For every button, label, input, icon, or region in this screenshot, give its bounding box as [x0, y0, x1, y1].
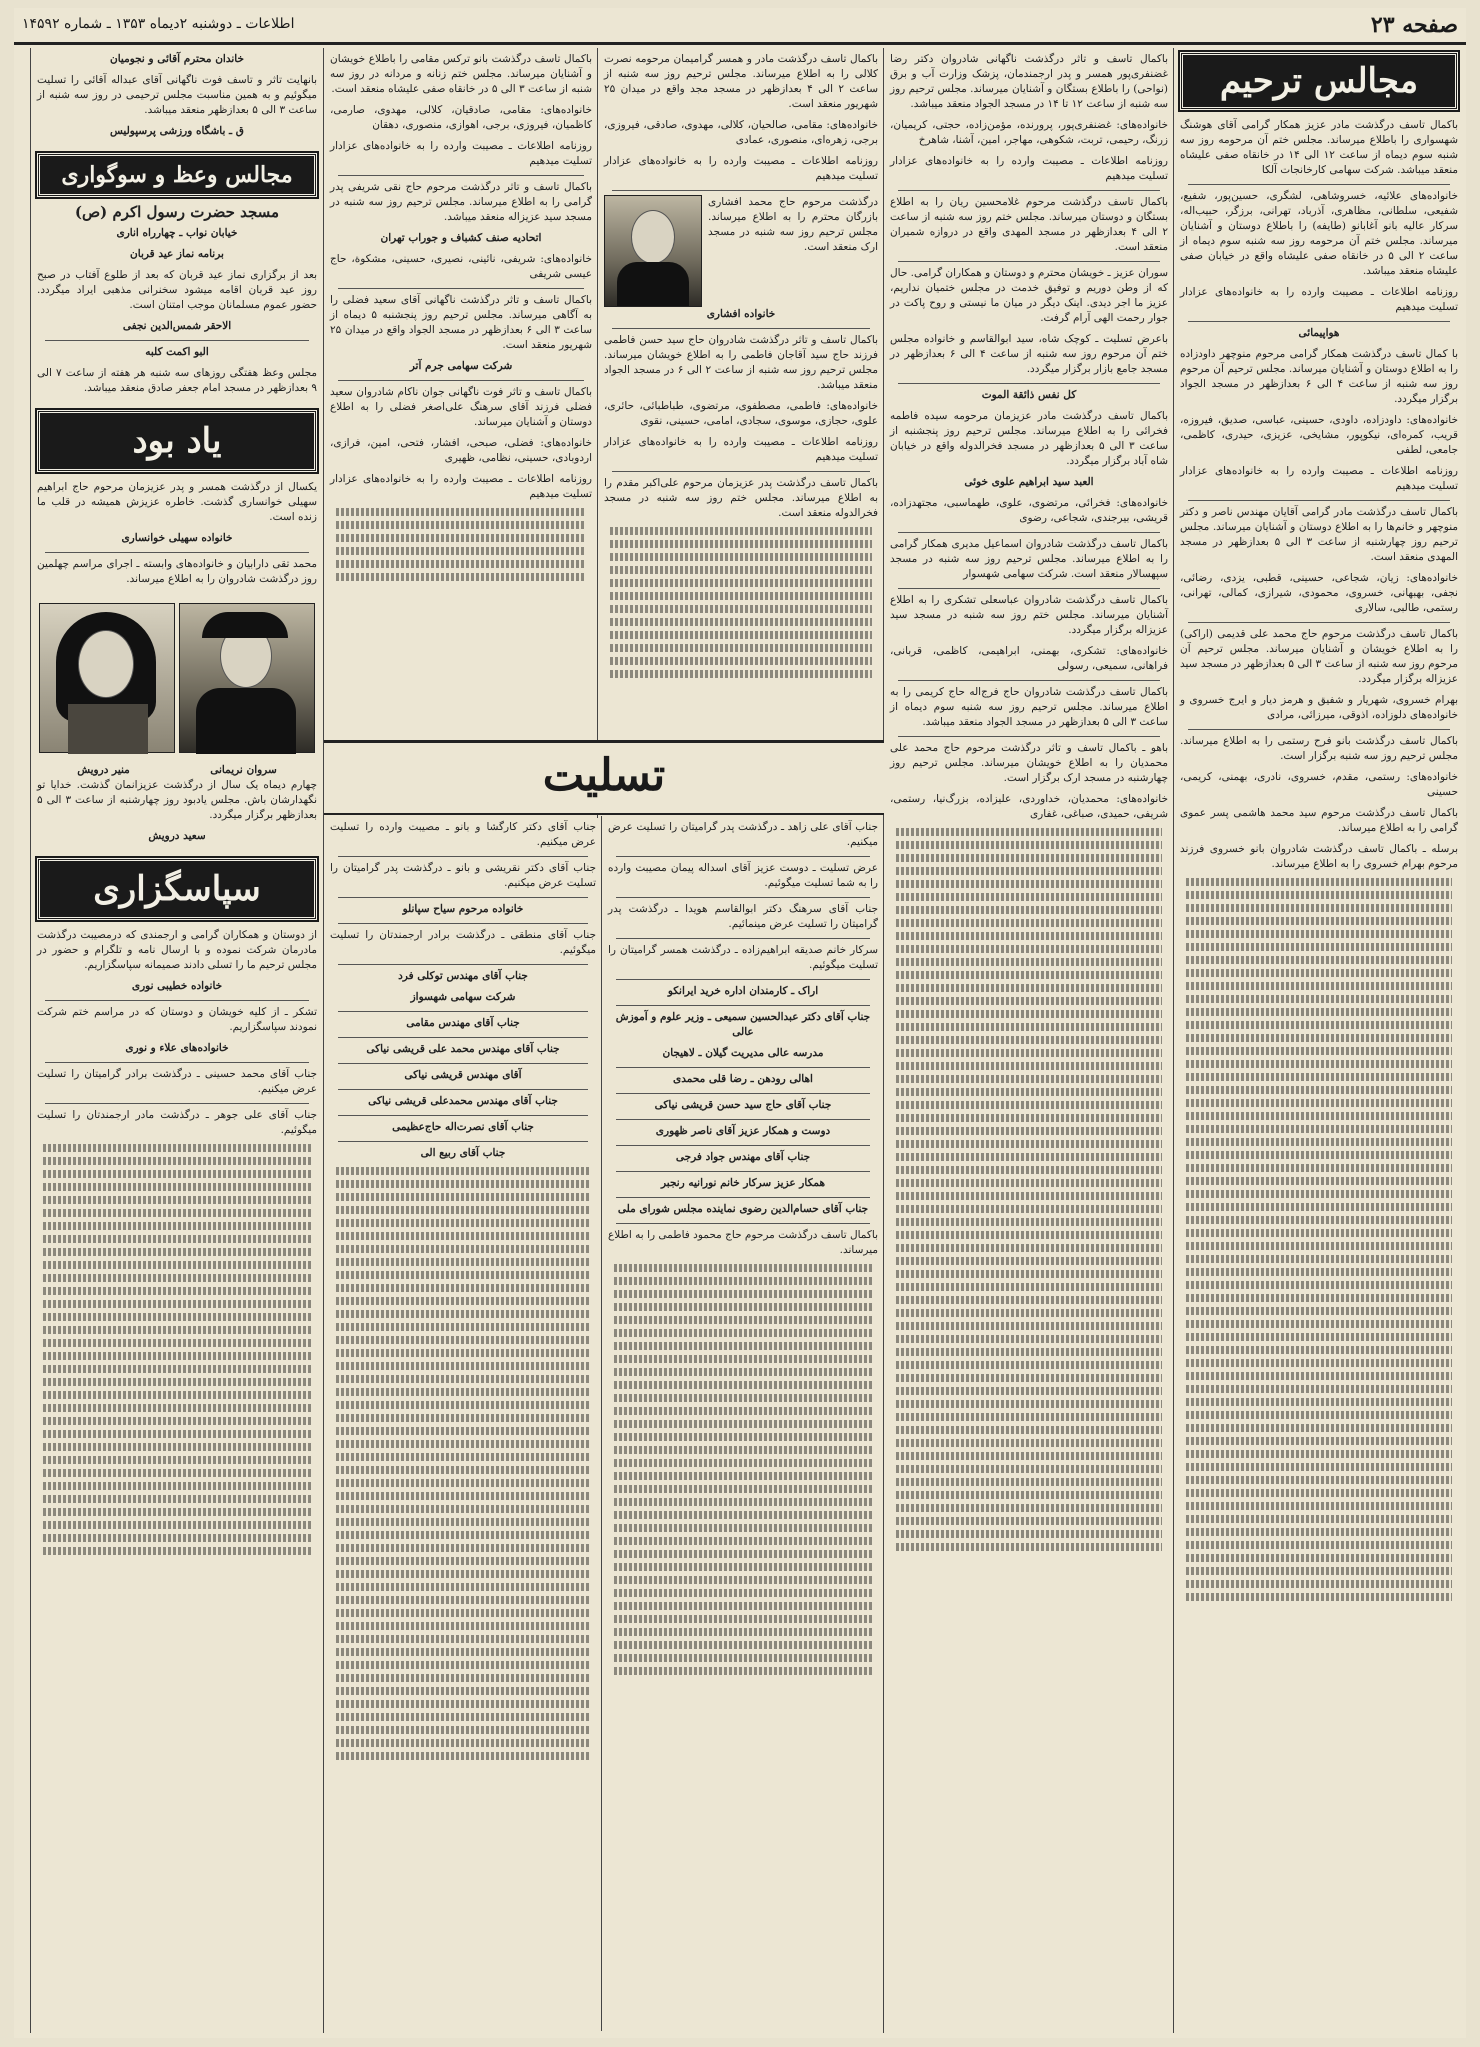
notice-heading: مسجد حضرت رسول اکرم (ص): [74, 203, 280, 221]
notice: باکمال تاسف و تاثر درگذشت ناگهانی آقای سعید فضلی را به آگاهی میرساند. مجلس ترحیم روز پنجشنبه ۵ دیماه از ساعت ۳ الی ۶ بعدازظهر در مسجد الجواد واقع در میدان ۲۵ شهریور منعقد است.: [330, 294, 592, 351]
notice: خانواده‌های: فضلی، صبحی، افشار، فتحی، امین، فرازی، اردوبادی، حسینی، نظامی، ظهیری: [330, 437, 592, 464]
notice-signature: العبد سید ابراهیم علوی خوئی: [964, 476, 1094, 488]
column-5: [323, 48, 598, 718]
notice-footer: روزنامه اطلاعات ـ مصیبت وارده را به خانواده‌های عزادار تسلیت میدهیم: [1180, 286, 1458, 313]
notice: خانواده‌های: مقامی، صالحیان، کلالی، مهدوی، صادقی، فیروزی، برجی، زهره‌ای، منصوری، عمادی: [604, 119, 878, 146]
photo-caption: منیر درویش: [77, 764, 130, 776]
dense-text-block: [1180, 878, 1458, 1601]
notice-signature: شرکت سهامی جرم آتر: [409, 360, 513, 372]
dense-text-block: [604, 527, 878, 678]
taslit-banner-area: [324, 740, 884, 815]
taslit-heading: جناب آقای دکتر عبدالحسین سمیعی ـ وزیر علوم و آموزش عالی: [615, 1011, 871, 1038]
page-header: [14, 10, 1466, 45]
portrait-photo: [39, 603, 175, 753]
notice-footer: روزنامه اطلاعات ـ مصیبت وارده را به خانواده‌های عزادار تسلیت میدهیم: [330, 140, 592, 167]
notice: باعرض تسلیت ـ کوچک شاه، سید ابوالقاسم و خانواده مجلس ختم آن مرحوم روز سه شنبه از ساعت ۴ الی ۶ بعدازظهر در مسجد جامع بازار برگزار میگردد.: [890, 333, 1169, 375]
notice-heading: البو اکمت کلبه: [145, 346, 209, 358]
taslit-heading: جناب آقای نصرت‌اله حاج‌عظیمی: [392, 1121, 534, 1133]
notice: درگذشت مرحوم حاج محمد افشاری بازرگان محترم را به اطلاع میرساند. مجلس ترحیم روز سه شنبه در مسجد ارک منعقد است.: [708, 196, 878, 253]
notice-heading: هواپیمائی: [1298, 327, 1340, 339]
notice: باکمال تاسف و تاثر درگذشت مرحوم حاج نقی شریفی پدر گرامی را به اطلاع میرساند. مجلس ترحیم روز سه شنبه در مسجد سید عزیزاله منعقد میباشد.: [330, 181, 592, 223]
taslit-column-a: [601, 816, 884, 2031]
portrait-photo: [604, 195, 702, 307]
notice: جناب آقای علی جوهر ـ درگذشت مادر ارجمندتان را تسلیت میگوئیم.: [37, 1109, 317, 1136]
notice: باکمال تاسف درگذشت مرحوم غلامحسین ریان را به اطلاع بستگان و دوستان میرساند. مجلس ختم روز سه شنبه از ساعت ۲ الی ۴ بعدازظهر در مسجد المهدی واقع در دروازه شمیران منعقد است.: [890, 196, 1168, 253]
notice-heading: اتحادیه صنف کشباف و جوراب تهران: [380, 232, 542, 244]
column-1: [1173, 48, 1464, 2033]
notice-signature: ق ـ باشگاه ورزشی پرسپولیس: [110, 125, 244, 137]
notice: بهرام خسروی، شهریار و شفیق و هرمز دیار و ایرج خسروی و خانواده‌های دلوزاده، اذوقی، میرزائی، مرادی: [1180, 694, 1458, 721]
taslit-heading: جناب آقای مهندس محمدعلی قریشی نیاکی: [368, 1095, 558, 1107]
notice: جناب آقای محمد حسینی ـ درگذشت برادر گرامیتان را تسلیت عرض میکنیم.: [37, 1068, 317, 1095]
taslit-heading: همکار عزیز سرکار خانم نورانیه رنجبر: [661, 1177, 825, 1189]
notice: یکسال از درگذشت همسر و پدر عزیزمان مرحوم حاج ابراهیم سهیلی خوانساری گذشت. خاطره عزیزش همیشه در قلب ما زنده است.: [37, 481, 317, 523]
dateline: اطلاعات ـ دوشنبه ۲دیماه ۱۳۵۳ ـ شماره ۱۴۵۹۲: [22, 16, 295, 32]
notice: باکمال تاسف درگذشت مادر عزیز همکار گرامی آقای هوشنگ شهسواری را باطلاع میرساند. مجلس ختم آن مرحومه روز سه شنبه سوم دیماه از ساعت ۱۲ الی ۱۴ در خانقاه صفی علیشاه منعقد میباشد. شرکت سهامی کارخانجات آلکا: [1180, 119, 1459, 176]
notice: خانواده‌های: شریفی، نائینی، نصیری، حسینی، مشکوة، حاج عیسی شریفی: [330, 253, 592, 280]
taslit-signature: شرکت سهامی شهسواز: [410, 991, 516, 1003]
dense-text-block: [37, 1144, 317, 1555]
taslit-heading: جناب آقای مهندس توکلی فرد: [398, 970, 528, 982]
notice: بعد از برگزاری نماز عید قربان که بعد از طلوع آفتاب در صبح روز عید قربان اقامه میشود سخنرانی مذهبی ایراد میگردد. حضور عموم مسلمانان موجب امتنان است.: [37, 269, 317, 311]
notice: با کمال تاسف درگذشت همکار گرامی مرحوم منوچهر داودزاده را به اطلاع دوستان و آشنایان میرساند. مجلس ترحیم آن مرحوم روز سه شنبه از ساعت ۴ الی ۶ بعدازظهر در مسجد الجواد برگزار میگردد.: [1180, 348, 1458, 405]
notice: خانواده‌های علائیه، خسروشاهی، لشگری، حسین‌پور، شفیع، شفیعی، سلطانی، مظاهری، آذرباد، تهرانی، برزگر، حبیب‌اله، سرکار عالیه بانو آغابانو (طایفه) را باطلاع دوستان و آشنایان میرساند. مجلس ختم آن مرحومه روز سه شنبه سوم دیماه از ساعت ۲ الی ۵ در خانقاه صفی علیشاه واقع در خیابان صفی علیشاه منعقد میباشد.: [1180, 190, 1458, 277]
notice: خانواده‌های: محمدیان، خداوردی، علیزاده، بزرگ‌نیا، رستمی، شریفی، حمیدی، صباغی، غفاری: [890, 793, 1168, 820]
notice: از دوستان و همکاران گرامی و ارجمندی که درمصیبت درگذشت مادرمان شرکت نموده و با ارسال نامه و تلگرام و حضور در مجلس ترحیم ما را تسلی دادند صمیمانه سپاسگزاریم.: [37, 929, 317, 971]
notice: باکمال تاسف درگذشت شادروان عباسعلی تشکری را به اطلاع آشنایان میرساند. مجلس ختم روز سه شنبه در مسجد سید عزیزاله برگزار میگردد.: [890, 594, 1168, 636]
column-2: [883, 48, 1174, 2033]
photo-caption: خانواده افشاری: [706, 308, 776, 320]
notice-signature: خانواده خطیبی نوری: [131, 980, 223, 992]
column-4: [30, 48, 324, 2033]
majales-tarhim-banner: مجالس ترحیم: [1180, 52, 1458, 110]
taslit-signature: مدرسه عالی مدیریت گیلان ـ لاهیجان: [662, 1047, 824, 1059]
taslit-heading: جناب آقای مهندس مقامی: [406, 1017, 520, 1029]
notice: تشکر ـ از کلیه خویشان و دوستان که در مراسم ختم شرکت نمودند سپاسگزاریم.: [37, 1006, 317, 1033]
notice: باکمال تاسف و تاثر فوت ناگهانی جوان ناکام شادروان سعید فضلی فرزند آقای سرهنگ علی‌اصغر فضلی را به اطلاع دوستان و آشنایان میرساند.: [330, 386, 592, 428]
taslit-notice: جناب آقای دکتر نقریشی و بانو ـ درگذشت پدر گرامیتان را تسلیت عرض میکنیم.: [330, 862, 596, 889]
taslit-notice: جناب آقای سرهنگ دکتر ابوالقاسم هویدا ـ درگذشت پدر گرامیتان را تسلیت عرض مینمائیم.: [608, 903, 878, 930]
notice-signature: خانواده‌های علاء و نوری: [125, 1042, 229, 1054]
photo-caption: سروان نریمانی: [210, 764, 277, 776]
dense-text-block: [330, 508, 592, 581]
notice: خانواده‌های: مقامی، صادقیان، کلالی، مهدوی، صارمی، کاظمیان، فیروزی، برجی، اهوازی، منصوری، دهقان: [330, 104, 592, 131]
taslit-notice: جناب آقای دکتر کارگشا و بانو ـ مصیبت وارده را تسلیت عرض میکنیم.: [330, 821, 596, 848]
notice-subheading: خیابان نواب ـ چهارراه اناری: [116, 227, 238, 239]
taslit-heading: جناب آقای ربیع الی: [420, 1147, 506, 1159]
taslit-notice: باکمال تاسف درگذشت مرحوم حاج محمود فاطمی را به اطلاع میرساند.: [608, 1229, 878, 1256]
taslit-column-b: [323, 816, 602, 2031]
notice-signature: خانواده سهیلی خوانساری: [121, 532, 233, 544]
notice-subheading: برنامه نماز عید قربان: [130, 248, 224, 260]
notice: باکمال تاسف درگذشت مرحوم سید محمد هاشمی پسر عموی گرامی را به اطلاع میرساند.: [1180, 807, 1458, 834]
notice-footer: روزنامه اطلاعات ـ مصیبت وارده را به خانواده‌های عزادار تسلیت میدهیم: [604, 155, 878, 182]
notice: برسله ـ باکمال تاسف درگذشت شادروان بانو خسروی فرزند مرحوم بهرام خسروی را به اطلاع میرساند.: [1180, 843, 1458, 870]
memorial-photos: [39, 603, 315, 753]
page-number: صفحه ۲۳: [1370, 12, 1458, 38]
taslit-heading: جناب آقای مهندس جواد فرجی: [675, 1151, 811, 1163]
notice-signature: الاحقر شمس‌الدین نجفی: [122, 320, 232, 332]
column-3: [597, 48, 884, 818]
notice: باکمال تاسف و تاثر درگذشت شادروان حاج سید حسن فاطمی فرزند حاج سید آقاجان فاطمی را به اطلاع خویشان میرساند. مجلس ترحیم روز سه شنبه از ساعت ۲ الی ۶ در مسجد الجواد منعقد میباشد.: [604, 334, 878, 391]
notice: باکمال تاسف و تاثر درگذشت ناگهانی شادروان دکتر رضا غضنفری‌پور همسر و پدر ارجمندمان، پزشک وزارت آب و برق (نواحی) را باطلاع بستگان و آشنایان میرساند. مجلس ترحیم روز سه شنبه از ساعت ۱۲ تا ۱۴ در مسجد الجواد منعقد میباشد.: [890, 53, 1168, 110]
notice: باکمال تاسف درگذشت شادروان حاج فرج‌اله حاج کریمی را به اطلاع میرساند. مجلس ترحیم روز سه شنبه سوم دیماه از ساعت ۳ الی ۵ بعدازظهر در مسجد الجواد منعقد میباشد.: [890, 686, 1168, 728]
notice: خانواده‌های: تشکری، بهمنی، ابراهیمی، کاظمی، قربانی، فراهانی، سمیعی، رسولی: [890, 645, 1168, 672]
notice: محمد تقی دارابیان و خانواده‌های وابسته ـ اجرای مراسم چهلمین روز درگذشت شادروان را به اطلاع میرساند.: [37, 558, 317, 585]
notice: باکمال تاسف درگذشت مرحوم حاج محمد علی قدیمی (اراکی) را به اطلاع خویشان و آشنایان میرساند. مجلس ترحیم آن مرحوم روز سه شنبه از ساعت ۳ الی ۵ بعدازظهر در مسجد سید عزیزاله برگزار میگردد.: [1180, 628, 1458, 685]
notice: باکمال تاسف درگذشت پدر عزیزمان مرحوم علی‌اکبر مقدم را به اطلاع میرساند. مجلس ختم روز سه شنبه در مسجد فخرالدوله منعقد است.: [604, 477, 878, 519]
notice: خانواده‌های: زیان، شجاعی، حسینی، قطبی، یزدی، رضائی، نجفی، بهبهانی، خسروی، محمودی، شیرازی، کمالی، تهرانی، رستمی، طالبی، سالاری: [1180, 572, 1458, 614]
notice: باکمال تاسف درگذشت مادر و همسر گرامیمان مرحومه نصرت کلالی را به اطلاع میرساند. مجلس ترحیم روز سه شنبه از ساعت ۲ الی ۴ بعدازظهر در مسجد مجد واقع در میدان ۲۵ شهریور منعقد است.: [604, 53, 878, 110]
taslit-notice: جناب آقای علی زاهد ـ درگذشت پدر گرامیتان را تسلیت عرض میکنیم.: [608, 821, 878, 848]
notice: باهو ـ باکمال تاسف و تاثر درگذشت مرحوم حاج محمد علی محمدیان را به اطلاع خویشان میرساند. مجلس ترحیم روز چهارشنبه در مسجد ارک برگزار است.: [890, 742, 1168, 784]
notice: باکمال تاسف درگذشت مادر گرامی آقایان مهندس ناصر و دکتر منوچهر و خانم‌ها را به اطلاع دوستان و آشنایان میرساند. مجلس ترحیم روز چهارشنبه از ساعت ۳ الی ۵ بعدازظهر در مسجد المهدی منعقد است.: [1180, 506, 1458, 563]
notice-footer: روزنامه اطلاعات ـ مصیبت وارده را به خانواده‌های عزادار تسلیت میدهیم: [1180, 465, 1458, 492]
notice: خانواده‌های: رستمی، مقدم، خسروی، نادری، بهمنی، کریمی، حسینی: [1180, 771, 1458, 798]
dense-text-block: [330, 1167, 596, 1760]
notice: سوران عزیز ـ خویشان محترم و دوستان و همکاران گرامی. حال که از وطن دوریم و توفیق خدمت در مجلس ختمیان نداریم، عزیز ما اجر دیدی. اینک دیگر در میان ما نیستی و روح پاکت در جوار رحمت الهی آرام گرفت.: [890, 267, 1168, 324]
taslit-heading: دوست و همکار عزیز آقای ناصر ظهوری: [655, 1125, 831, 1137]
taslit-heading: جناب آقای حاج سید حسن قریشی نیاکی: [654, 1099, 832, 1111]
yadbud-banner: یاد بود: [37, 410, 317, 472]
dense-text-block: [890, 828, 1168, 1551]
taslit-heading: آقای مهندس قریشی نیاکی: [404, 1069, 522, 1081]
taslit-notice: سرکار خانم صدیقه ابراهیم‌زاده ـ درگذشت همسر گرامیتان را تسلیت میگوئیم.: [608, 944, 878, 971]
notice-footer: روزنامه اطلاعات ـ مصیبت وارده را به خانواده‌های عزادار تسلیت میدهیم: [604, 436, 878, 463]
notice: باکمال تاسف درگذشت مادر عزیزمان مرحومه سیده فاطمه فخرائی را به اطلاع میرساند. مجلس ترحیم روز پنجشنبه از ساعت ۳ الی ۵ بعدازظهر در مسجد فخرالدوله واقع در خیابان شاه آباد برگزار میگردد.: [890, 410, 1168, 467]
notice: خانواده‌های: داودزاده، داودی، حسینی، عباسی، صدیق، فیروزه، قریب، کمره‌ای، نیکوپور، مشایخی، عزیزی، حیدری، کاظمی، جامعی، لطفی: [1180, 414, 1458, 456]
notice: خانواده‌های: فخرائی، مرتضوی، علوی، طهماسبی، مجتهدزاده، قریشی، بیرجندی، شجاعی، رضوی: [890, 497, 1168, 524]
notice-heading: خاندان محترم آقائی و نجومیان: [110, 53, 244, 65]
notice: باکمال تاسف درگذشت شادروان اسماعیل مدیری همکار گرامی را به اطلاع میرساند. مجلس ترحیم روز سه شنبه در مسجد سپهسالار منعقد است. شرکت سهامی شهسوار: [890, 538, 1168, 580]
taslit-heading: خانواده مرحوم سیاح سپانلو: [402, 903, 524, 915]
taslit-heading: اراک ـ کارمندان اداره خرید ایرانکو: [667, 985, 819, 997]
taslit-heading: جناب آقای حسام‌الدین رضوی نماینده مجلس شورای ملی: [617, 1203, 869, 1215]
majales-vaz-banner: مجالس وعظ و سوگواری: [37, 153, 317, 197]
notice: باکمال تاسف درگذشت بانو ترکس مقامی را باطلاع خویشان و آشنایان میرساند. مجلس ختم زنانه و مردانه در روز سه شنبه از ساعت ۳ الی ۵ در خانقاه صفی علیشاه منعقد است.: [330, 53, 592, 95]
notice: بانهایت تاثر و تاسف فوت ناگهانی آقای عبداله آقائی را تسلیت میگوئیم و به همین مناسبت مجلس ترحیمی در روز سه شنبه از ساعت ۳ الی ۵ بعدازظهر منعقد میباشد.: [37, 74, 317, 116]
taslit-notice: جناب آقای منطقی ـ درگذشت برادر ارجمندتان را تسلیت میگوئیم.: [330, 929, 596, 956]
taslit-heading: جناب آقای مهندس محمد علی قریشی نیاکی: [366, 1043, 560, 1055]
notice-footer: روزنامه اطلاعات ـ مصیبت وارده را به خانواده‌های عزادار تسلیت میدهیم: [890, 155, 1168, 182]
taslit-title: تسلیت: [542, 750, 666, 801]
notice-footer: روزنامه اطلاعات ـ مصیبت وارده را به خانواده‌های عزادار تسلیت میدهیم: [330, 473, 592, 500]
notice-signature: سعید درویش: [148, 830, 206, 842]
notice: مجلس وعظ هفتگی روزهای سه شنبه هر هفته از ساعت ۷ الی ۹ بعدازظهر در مسجد امام جعفر صادق منعقد میباشد.: [37, 367, 317, 394]
sepasgozari-banner: سپاسگزاری: [37, 858, 317, 920]
notice: باکمال تاسف درگذشت بانو فرح رستمی را به اطلاع میرساند. مجلس ترحیم روز سه شنبه برگزار است.: [1180, 735, 1458, 762]
taslit-signature: اهالی رودهن ـ رضا قلی محمدی: [673, 1073, 813, 1085]
portrait-photo: [179, 603, 315, 753]
notice: چهارم دیماه یک سال از درگذشت عزیزانمان گذشت. خدایا تو نگهدارشان باش. مجلس یادبود روز چهارشنبه از ساعت ۳ الی ۵ بعدازظهر برگزار میگردد.: [37, 779, 318, 821]
notice-heading: کل نفس ذائقة الموت: [981, 389, 1077, 401]
taslit-notice: عرض تسلیت ـ دوست عزیز آقای اسداله پیمان مصیبت وارده را به شما تسلیت میگوئیم.: [608, 862, 878, 889]
dense-text-block: [608, 1264, 878, 1675]
notice: خانواده‌های: فاطمی، مصطفوی، مرتضوی، طباطبائی، حائری، علوی، حجازی، موسوی، سجادی، امامی، حسینی، نقوی: [604, 400, 878, 427]
notice: خانواده‌های: غضنفری‌پور، پرورنده، مؤمن‌زاده، حجتی، کریمیان، زرنگ، رحیمی، تربت، شکوهی، مهاجر، امین، آشنا، شاهرخ: [890, 119, 1168, 146]
